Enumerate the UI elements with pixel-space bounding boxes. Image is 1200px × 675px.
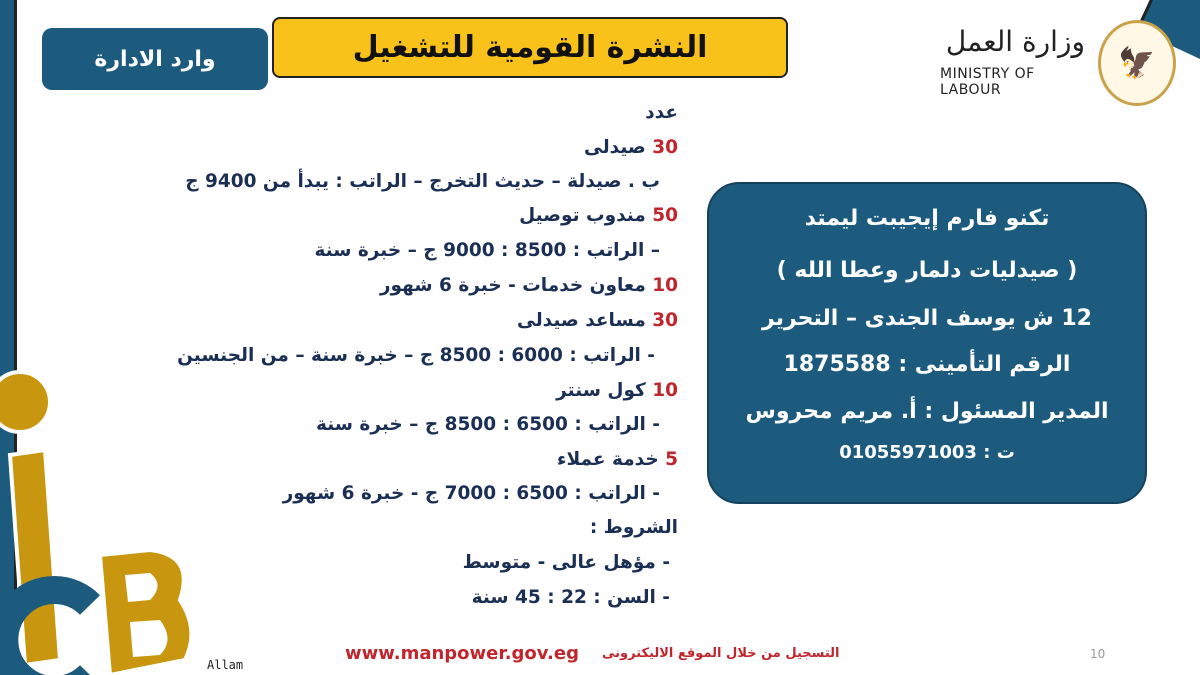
phone-number: ت : 01055971003 [839,442,1015,463]
job-line [177,345,655,366]
job-line [314,240,660,261]
logo-english: MINISTRY OF LABOUR [940,66,1035,98]
job-line [380,275,678,296]
page-title: النشرة القومية للتشغيل [272,17,788,78]
register-text: التسجيل من خلال الموقع الاليكترونى [602,646,840,661]
manager-name: المدير المسئول : أ. مريم محروس [745,399,1109,424]
job-line [283,483,660,504]
job-text: - الراتب : 6500 : 8500 ج – خبرة سنة [316,414,660,435]
job-text: – الراتب : 8500 : 9000 ج – خبرة سنة [314,240,660,261]
job-count: 5 [665,449,678,470]
job-line [556,380,678,401]
icb-logo [0,360,200,675]
job-text: كول سنتر [556,380,646,401]
job-line [645,102,678,123]
job-line [316,414,660,435]
job-count: 30 [652,137,678,158]
job-text: معاون خدمات - خبرة 6 شهور [379,275,646,296]
job-count: 10 [652,380,678,401]
job-count: 50 [652,205,678,226]
website-link[interactable]: www.manpower.gov.eg [345,643,579,664]
job-line [590,517,678,538]
logo-arabic: وزارة العمل [945,25,1085,58]
job-line [472,587,670,608]
job-count: 30 [652,310,678,331]
job-count: 10 [652,275,678,296]
job-text: الشروط : [589,517,678,538]
job-text: مندوب توصيل [519,205,646,226]
page-number: 10 [1090,647,1106,661]
job-line [584,137,678,158]
job-text: - الراتب : 6500 : 7000 ج - خبرة 6 شهور [282,483,660,504]
ministry-logo [940,25,1085,100]
job-text: ب . صيدلة – حديث التخرج – الراتب : يبدأ من 9400 ج [185,171,660,192]
company-name: تكنو فارم إيجيبت ليمتد [804,206,1050,231]
company-address: 12 ش يوسف الجندى – التحرير [762,306,1092,331]
eagle-seal-icon: 🦅 [1098,20,1176,106]
job-line [185,171,660,192]
job-line [557,449,678,470]
job-text: - الراتب : 6000 : 8500 ج – خبرة سنة – من الجنسين [177,345,655,366]
job-text: - السن : 22 : 45 سنة [471,587,670,608]
company-info-box [707,182,1147,504]
job-text: عدد [645,102,678,123]
department-badge: وارد الادارة [42,28,268,90]
author-credit: Allam [207,658,244,672]
job-text: صيدلى [584,137,646,158]
job-line [517,310,678,331]
job-line [519,205,678,226]
insurance-number: الرقم التأمينى : 1875588 [783,352,1071,377]
job-text: خدمة عملاء [556,449,659,470]
job-text: مساعد صيدلى [517,310,646,331]
job-line [463,552,670,573]
job-text: - مؤهل عالى - متوسط [462,552,670,573]
company-brand: ( صيدليات دلمار وعطا الله ) [776,258,1078,283]
